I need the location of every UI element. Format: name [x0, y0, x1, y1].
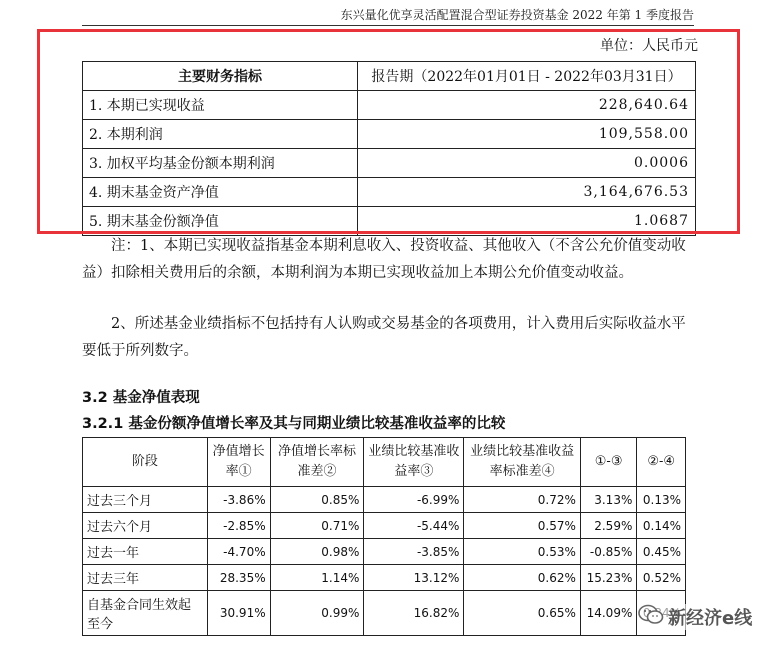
- row-value: 228,640.64: [358, 91, 696, 120]
- value-cell: 16.82%: [364, 591, 464, 636]
- value-cell: 0.98%: [270, 539, 364, 565]
- row-value: 0.0006: [358, 149, 696, 178]
- column-header-nav-std: 净值增长率标准差②: [270, 438, 364, 487]
- value-cell: 0.14%: [637, 513, 686, 539]
- value-cell: 0.45%: [637, 539, 686, 565]
- value-cell: 3.13%: [580, 487, 636, 513]
- value-cell: 30.91%: [207, 591, 270, 636]
- note-2-text: 2、所述基金业绩指标不包括持有人认购或交易基金的各项费用，计入费用后实际收益水平要低于所列数字。: [82, 316, 686, 359]
- table-row: [83, 487, 686, 513]
- column-header-period: 报告期（2022年01月01日 - 2022年03月31日）: [358, 62, 696, 91]
- row-value: 109,558.00: [358, 120, 696, 149]
- row-label: 1. 本期已实现收益: [83, 91, 358, 120]
- column-header-diff-2-4: ②-④: [637, 438, 686, 487]
- value-cell: 0.53%: [464, 539, 580, 565]
- section-heading-3-2-1: 3.2.1 基金份额净值增长率及其与同期业绩比较基准收益率的比较: [82, 416, 506, 432]
- value-cell: 0.71%: [270, 513, 364, 539]
- value-cell: 0.52%: [637, 565, 686, 591]
- section-heading-3-2: 3.2 基金净值表现: [82, 390, 200, 406]
- table-row: [83, 539, 686, 565]
- value-cell: -3.85%: [364, 539, 464, 565]
- performance-header-row: [83, 438, 686, 487]
- highlight-box: [37, 29, 740, 234]
- note-1: [82, 233, 694, 287]
- value-cell: 0.57%: [464, 513, 580, 539]
- value-cell: 0.72%: [464, 487, 580, 513]
- stage-cell: 自基金合同生效起至今: [83, 591, 208, 636]
- value-cell: 0.65%: [464, 591, 580, 636]
- stage-cell: 过去六个月: [83, 513, 208, 539]
- column-header-benchmark-return: 业绩比较基准收益率③: [364, 438, 464, 487]
- stage-cell: 过去三年: [83, 565, 208, 591]
- table-row: [83, 591, 686, 636]
- table-row: [83, 565, 686, 591]
- performance-table: [82, 437, 686, 636]
- value-cell: 0.99%: [270, 591, 364, 636]
- unit-label: 单位：人民币元: [600, 38, 698, 54]
- report-header: 东兴量化优享灵活配置混合型证券投资基金 2022 年第 1 季度报告: [340, 8, 694, 22]
- stage-cell: 过去三个月: [83, 487, 208, 513]
- row-value: 1.0687: [358, 207, 696, 236]
- value-cell: 28.35%: [207, 565, 270, 591]
- watermark: [638, 604, 752, 630]
- stage-cell: 过去一年: [83, 539, 208, 565]
- column-header-nav-growth: 净值增长率①: [207, 438, 270, 487]
- row-label: 2. 本期利润: [83, 120, 358, 149]
- value-cell: -2.85%: [207, 513, 270, 539]
- value-cell: -0.85%: [580, 539, 636, 565]
- column-header-indicator: 主要财务指标: [83, 62, 358, 91]
- table-row: [83, 513, 686, 539]
- note-1-text: 注：1、本期已实现收益指基金本期利息收入、投资收益、其他收入（不含公允价值变动收益）扣除相关费用后的余额，本期利润为本期已实现收益加上本期公允价值变动收益。: [82, 238, 686, 281]
- value-cell: 1.14%: [270, 565, 364, 591]
- value-cell: 2.59%: [580, 513, 636, 539]
- watermark-text: 新经济e线: [668, 608, 753, 629]
- value-cell: 0.85%: [270, 487, 364, 513]
- value-cell: 14.09%: [580, 591, 636, 636]
- row-value: 3,164,676.53: [358, 178, 696, 207]
- wechat-icon: [638, 604, 664, 630]
- value-cell: -4.70%: [207, 539, 270, 565]
- value-cell: 15.23%: [580, 565, 636, 591]
- value-cell: 0.62%: [464, 565, 580, 591]
- column-header-benchmark-std: 业绩比较基准收益率标准差④: [464, 438, 580, 487]
- row-label: 3. 加权平均基金份额本期利润: [83, 149, 358, 178]
- column-header-stage: 阶段: [83, 438, 208, 487]
- row-label: 5. 期末基金份额净值: [83, 207, 358, 236]
- header-divider: [82, 25, 694, 26]
- note-2: [82, 311, 694, 365]
- column-header-diff-1-3: ①-③: [580, 438, 636, 487]
- value-cell: 13.12%: [364, 565, 464, 591]
- value-cell: -5.44%: [364, 513, 464, 539]
- value-cell: -6.99%: [364, 487, 464, 513]
- value-cell: -3.86%: [207, 487, 270, 513]
- value-cell: 0.13%: [637, 487, 686, 513]
- row-label: 4. 期末基金资产净值: [83, 178, 358, 207]
